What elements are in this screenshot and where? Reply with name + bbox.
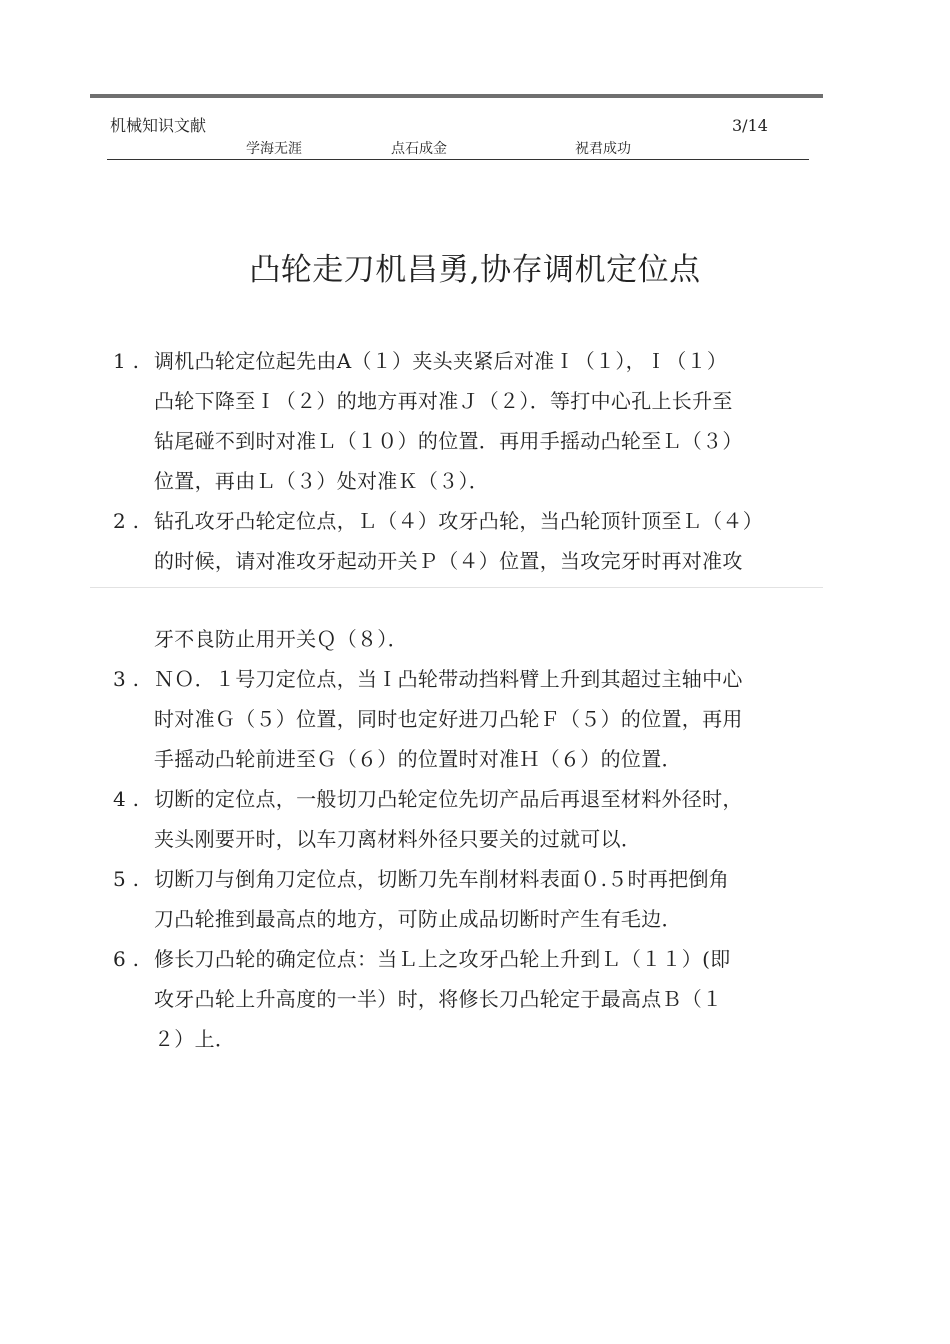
header-motto-2: 点石成金 xyxy=(391,141,447,157)
document-title: 凸轮走刀机昌勇,协存调机定位点 xyxy=(249,252,701,288)
list-item-2 xyxy=(0,501,950,581)
list-item-text: 切断刀与倒角刀定位点，切断刀先车削材料表面０.５时再把倒角 刀凸轮推到最高点的地方，可防止成品切断时产生有毛边． xyxy=(154,867,730,931)
list-item-text: 调机凸轮定位起先由A（１）夹头夹紧后对准Ｉ（１），Ｉ（１） 凸轮下降至Ｉ（２）的地方再对准Ｊ（２）．等打中心孔上长升至 钻尾碰不到时对准Ｌ（１０）的位置．再用手摇动凸轮至Ｌ（３） 位置，再由Ｌ（３）处对准Ｋ（３）． xyxy=(154,349,743,493)
page-break-divider xyxy=(90,587,823,588)
list-item-6 xyxy=(0,939,950,1059)
header-motto-1: 学海无涯 xyxy=(246,141,302,157)
list-item-text: 切断的定位点，一般切刀凸轮定位先切产品后再退至材料外径时， 夹头刚要开时，以车刀离材料外径只要关的过就可以． xyxy=(154,787,743,851)
list-item-text: 牙不良防止用开关Ｑ（８）． xyxy=(154,627,408,651)
list-item-number: 4 . xyxy=(113,787,140,811)
list-item-number: 3 . xyxy=(113,667,140,691)
numbered-list-part-2 xyxy=(0,619,950,1059)
list-item-5 xyxy=(0,859,950,939)
list-item-1 xyxy=(0,341,950,501)
list-item-number: 6 . xyxy=(113,947,140,971)
header-document-title: 机械知识文献 xyxy=(110,116,207,135)
list-item-number: 1 . xyxy=(113,349,140,373)
list-item-text: ＮＯ．１号刀定位点，当Ｉ凸轮带动挡料臂上升到其超过主轴中心 时对准Ｇ（５）位置，同时也定好进刀凸轮Ｆ（５）的位置，再用 手摇动凸轮前进至Ｇ（６）的位置时对准Ｈ（６）的位置． xyxy=(154,667,743,771)
list-item-text: 钻孔攻牙凸轮定位点，Ｌ（４）攻牙凸轮，当凸轮顶针顶至Ｌ（４） 的时候，请对准攻牙起动开关Ｐ（４）位置，当攻完牙时再对准攻 xyxy=(154,509,763,573)
header-underline xyxy=(107,159,809,160)
list-item-text: 修长刀凸轮的确定位点：当Ｌ上之攻牙凸轮上升到Ｌ（１１）(即 攻牙凸轮上升高度的一半）时，将修长刀凸轮定于最高点Ｂ（１ ２）上． xyxy=(154,947,731,1051)
list-item-3 xyxy=(0,659,950,779)
numbered-list-part-1 xyxy=(0,341,950,581)
list-item-number: 2 . xyxy=(113,509,140,533)
header-page-number: 3/14 xyxy=(732,116,768,135)
header-motto-3: 祝君成功 xyxy=(575,141,631,157)
top-border-rule xyxy=(90,94,823,98)
list-item-2-continued xyxy=(0,619,950,659)
list-item-4 xyxy=(0,779,950,859)
list-item-number: 5 . xyxy=(113,867,140,891)
